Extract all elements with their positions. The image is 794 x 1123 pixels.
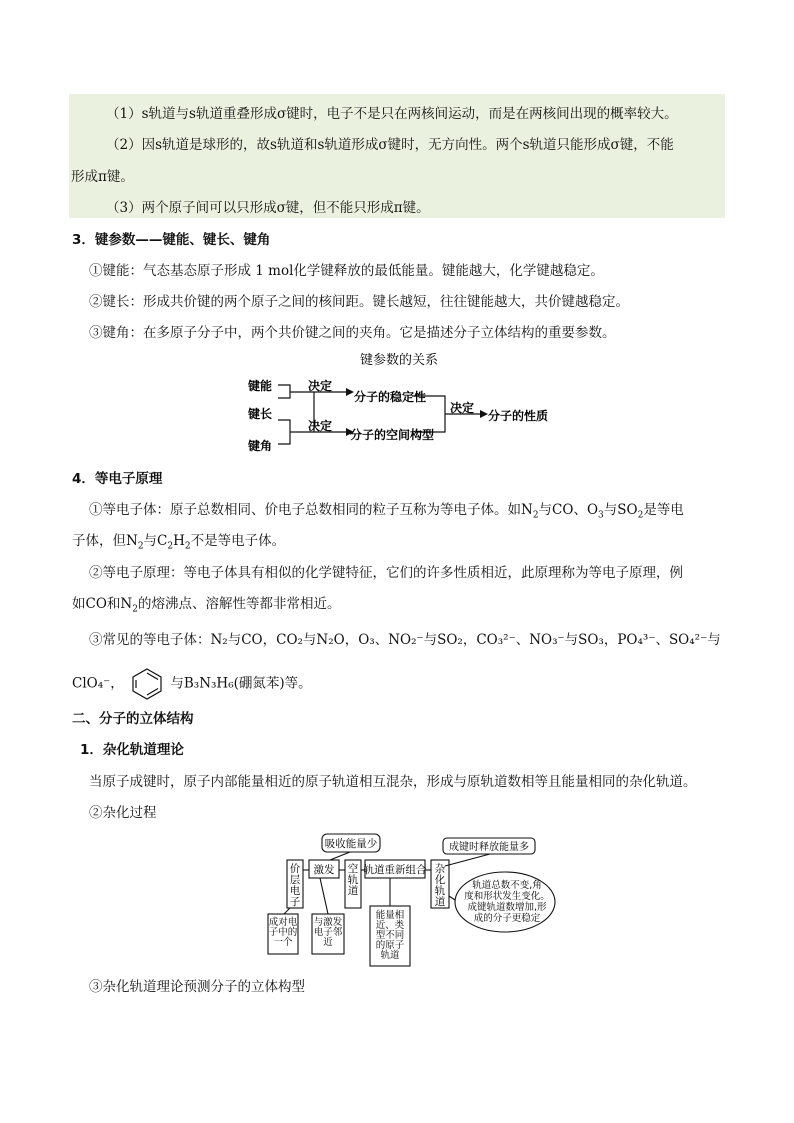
text-span: 轨道 [380,950,400,961]
text-span: 一个 [273,937,293,948]
bubble-line-3: 成键轨道数增加,形 [467,902,547,913]
text-span: 与B₃N₃H₆(硼氮苯)等。 [170,675,312,692]
note-line-3: 形成π键。 [71,169,134,185]
isoelectronic-principle-cont [72,592,340,615]
note-pair-electron [269,916,298,948]
text-span: 子体，但N [72,533,138,549]
text-span: 是等电 [643,502,684,518]
node-bond-angle: 键角 [248,439,273,453]
recombine-label: 轨道重新组合 [363,864,427,876]
text-span: 轨 [347,874,359,886]
hybrid-process-label: ②杂化过程 [89,805,157,821]
common-isoelectronic: ③常见的等电子体：N₂与CO，CO₂与N₂O，O₃、NO₂⁻与SO₂，CO₃²⁻、NO₃⁻与SO₃，PO₄³⁻、SO₄²⁻与 [89,632,721,648]
benzene-ring-icon [129,667,165,701]
bond-length-text: ②键长：形成共价键的两个原子之间的核间距。键长越短，往往键能越大，共价键越稳定。 [89,294,629,310]
text-span: 化 [434,874,446,886]
common-isoelectronic-cont [72,667,312,701]
absorb-energy-label: 吸收能量少 [324,838,378,850]
text-span: 近 [323,937,333,948]
excite-label: 激发 [313,864,335,876]
subscript: 2 [137,541,144,552]
text-span: 能量相 [375,910,405,921]
note-energy-similar [376,909,405,961]
subscript: 2 [167,541,174,552]
text-span: 的原子 [375,940,405,951]
node-bond-energy: 键能 [248,379,273,393]
diagram-title: 键参数的关系 [359,353,439,368]
bond-angle-text: ③键角：在多原子分子中，两个共价键之间的夹角。它是描述分子立体结构的重要参数。 [89,325,616,341]
subscript: 2 [184,541,191,552]
text-span: 道 [434,896,446,908]
node-molecule-property: 分子的性质 [488,409,549,423]
note-line-1: （1）s轨道与s轨道重叠形成σ键时，电子不是只在两核间运动，而是在两核间出现的概率较大。 [106,106,678,122]
text-span: 空 [347,863,359,875]
bond-parameter-diagram [240,348,560,460]
note-line-4: （3）两个原子间可以只形成σ键，但不能只形成π键。 [106,200,430,216]
text-span: 与SO [603,502,638,518]
section-4-heading: 4．等电子原理 [72,471,163,487]
empty-orbital-label [348,862,359,897]
text-span: H [173,533,185,549]
bond-energy-text: ①键能：气态基态原子形成 1 mol化学键释放的最低能量。键能越大，化学键越稳定。 [89,263,604,279]
text-span: 近、类 [375,920,405,931]
isoelectronic-definition [89,498,684,521]
subscript: 2 [132,604,138,615]
valence-electron-label [290,862,301,908]
note-line-2: （2）因s轨道是球形的，故s轨道和s轨道形成σ键时，无方向性。两个s轨道只能形成σ键，不能 [106,137,674,153]
text-span: 的熔沸点、溶解性等都非常相近。 [137,596,341,612]
note-adjacent [314,916,343,948]
text-span: 与激发 [313,917,343,928]
hybrid-theory-heading: 1．杂化轨道理论 [80,742,184,758]
decide-label-3: 决定 [450,401,475,415]
text-span: 子 [289,896,301,908]
predict-structure-label: ③杂化轨道理论预测分子的立体构型 [89,979,305,995]
hybrid-definition: 当原子成键时，原子内部能量相近的原子轨道相互混杂，形成与原轨道数相等且能量相同的杂化轨道。 [89,774,697,790]
text-span: 如CO和N [72,596,133,612]
text-span: 价 [289,863,301,875]
decide-label-1: 决定 [308,379,333,393]
isoelectronic-principle: ②等电子原理：等电子体具有相似的化学键特征，它们的许多性质相近，此原理称为等电子原理，例 [89,565,683,581]
text-span: 电 [289,885,301,897]
text-span: 与C [143,533,168,549]
text-span: 杂 [434,863,446,875]
text-span: 道 [347,885,359,897]
release-energy-label: 成键时释放能量多 [449,842,529,853]
text-span: ①等电子体：原子总数相同、价电子总数相同的粒子互称为等电子体。如N [89,502,533,518]
subscript: 2 [532,510,539,521]
text-span: 不是等电子体。 [190,533,286,549]
section-two-heading: 二、分子的立体结构 [72,711,194,727]
text-span: 型不同 [375,930,405,941]
subscript: 3 [598,510,604,521]
isoelectronic-definition-cont [72,529,285,552]
bubble-line-2: 度和形状发生变化。 [464,891,550,902]
node-spatial-config: 分子的空间构型 [350,428,435,442]
subscript: 2 [637,510,644,521]
hybridization-flow-diagram [260,826,560,970]
decide-label-2: 决定 [308,419,333,433]
text-span: 与CO、O [538,502,599,518]
bubble-line-4: 成的分子更稳定 [473,913,541,924]
node-stability: 分子的稳定性 [354,390,427,404]
text-span: ClO₄⁻， [72,675,124,692]
text-span: 轨 [434,885,446,897]
text-span: 电子邻 [313,927,343,938]
text-span: 层 [289,874,301,886]
bubble-line-1: 轨道总数不变,角 [472,880,542,891]
text-span: 成对电 [268,917,298,928]
node-bond-length: 键长 [248,407,273,421]
hybrid-orbital-label [435,862,446,908]
section-3-heading: 3．键参数——键能、键长、键角 [72,232,271,248]
text-span: 子中的 [268,927,298,938]
